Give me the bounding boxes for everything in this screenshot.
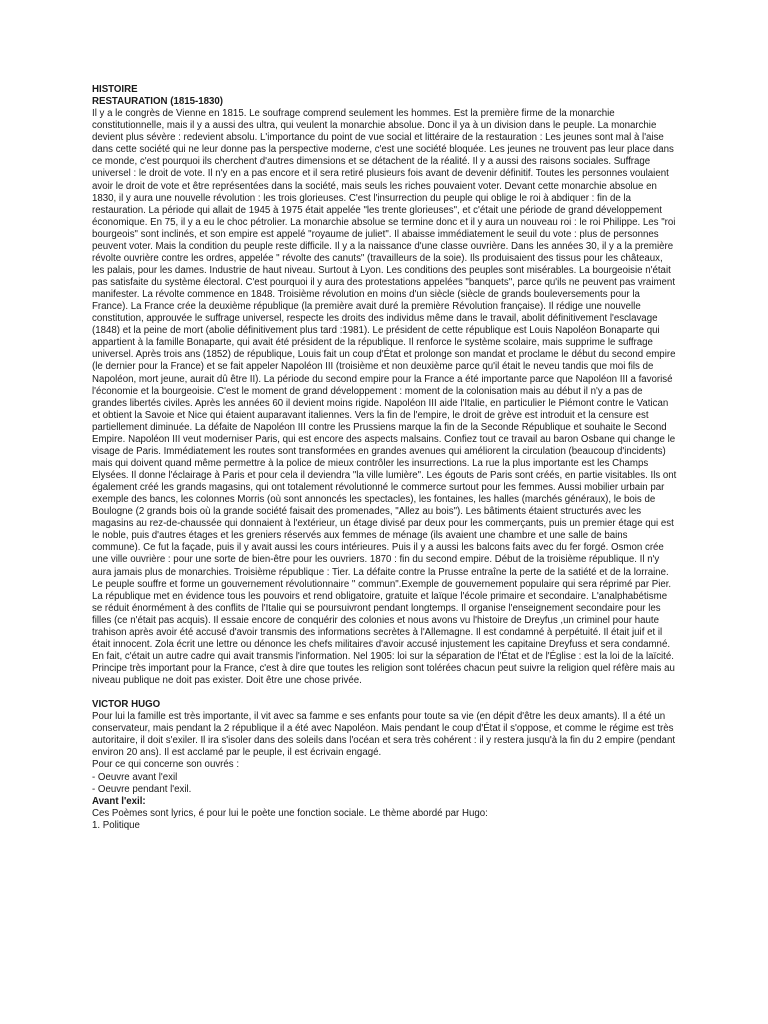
document-title: HISTOIRE <box>92 84 138 95</box>
works-intro: Pour ce qui concerne son ouvrés : <box>92 759 240 771</box>
paragraph-restauration: Il y a le congrès de Vienne en 1815. Le soufrage comprend seulement les hommes. Est la première firme de la monarchie constitutionnelle, mais il y a aussi des ultra, qui veulent la monarchie absolue. Donc il ya à un division dans le peuple. La monarchie devient plus sévère : redevient absolu. L'importance du point de vue social et littéraire de la restauration : Les jeunes sont mal à l'aise dans cette société qui ne leur donne pas la perspective moderne, c'est une société bloquée. Les jeunes ne trouvent pas leur place dans ce monde, c'est pourquoi ils cherchent d'autres dimensions et se détachent de la réalité. Il y a aussi des raisons sociales. Suffrage universel : le droit de vote. Il n'y en a pas encore et il sera retiré plusieurs fois avant de devenir définitif. Toutes les personnes voulaient avoir le droit de vote et être représentées dans la société, mais seuls les riches pouvaient voter. Devant cette monarchie absolue en 1830, il y aura une nouvelle révolution : les trois glorieuses. C'est l'insurrection du peuple qui oblige le roi à abdiquer : fin de la restauration. La période qui allait de 1945 à 1975 était appelée "les trente glorieuses", et c'était une période de grand développement économique. En 75, il y a eu le choc pétrolier. La monarchie absolue se termine donc et il y aura un nouveau roi : le roi Philippe. Les "roi bourgeois" sont inclinés, et son empire est appelé "royaume de juliet". Il abaisse immédiatement le seuil du vote : plus de personnes peuvent voter. Mais la condition du peuple reste difficile. Il y a la naissance d'une classe ouvrière. Dans les années 30, il y a la première révolte ouvrière contre les ordres, appelée " révolte des canuts" (travailleurs de la soie). Ils produisaient des tissus pour les châteaux, les palais, pour les dames. Industrie de haut niveau. Surtout à Lyon. Les conditions des peuples sont misérables. La bourgeoisie n'était pas satisfaite du système électoral. C'est pourquoi il y aura des protestations appelées "banquets", parce qu'ils ne peuvent pas vraiment manifester. La révolte commence en 1848. Troisième révolution en moins d'un siècle (siècle de grands bouleversements pour la France). La France crée la deuxième république (la première avait duré la première Révolution française). Il rédige une nouvelle constitution, approuvée le suffrage universel, respecte les droits des individus même dans le travail, abolit définitivement l'esclavage (1848) et la peine de mort (abolie définitivement plus tard :1981). Le président de cette république est Louis Napoléon Bonaparte qui appartient à la famille Bonaparte, qui avait été président de la république. Il renforce le système scolaire, mais supprime le suffrage universel. Après trois ans (1852) de république, Louis fait un coup d'État et prolonge son mandat et proclame le début du second empire (le dernier pour la France) et se fait appeler Napoléon III (troisième et non deuxième parce qu'il était le neveu tandis que moi fils de Napoléon, mort jeune, aurait dû être II). La période du second empire pour la France a été importante parce que Napoléon III a favorisé l'économie et la bourgeoisie. C'est le moment de grand développement : moment de la colonisation mais au début il n'y a pas de grandes libertés civiles. Après les années 60 il devient moins rigide. Napoléon III aide l'Italie, en particulier le Piémont contre le Vatican et obtient la Savoie et Nice qui étaient auparavant italiennes. Vers la fin de l'empire, le droit de grève est introduit et la censure est partiellement diminuée. La défaite de Napoléon III contre les Prussiens marque la fin de la Seconde République et souhaite le Second Empire. Napoléon III veut moderniser Paris, qui est encore des aspects malsains. Confiez tout ce travail au baron Osbane qui change le visage de Paris. Immédiatement les routes sont transformées en grandes avenues qui améliorent la circulation (beaucoup d'incidents) mais qui doivent quand même permettre à la police de mieux contrôler les insurrections. La rue la plus importante est les Champs Elysées. Il donne l'éclairage à Paris et pour cela il deviendra "la ville lumière". Les égouts de Paris sont créés, en partie visitables. Ils ont également créé les grands magasins, qui ont totalement révolutionné le commerce surtout pour les femmes. Aussi mobilier urbain par exemple des bancs, les colonnes Morris (où sont annoncés les spectacles), les fontaines, les halles (marchés généraux), le bois de Boulogne (2 grands bois où la grande société faisait des promenades, "Allez au bois"). Les bâtiments étaient structurés avec les magasins au rez-de-chaussée qui donnaient à l'extérieur, un étage divisé par deux pour les commerçants, puis un premier étage qui est le noble, puis d'autres étages et les greniers réservés aux femmes de ménage (ils avaient une chambre et une salle de bains commune). Ce fut la façade, puis il y avait aussi les cours intérieures. Puis il y a aussi les balcons faits avec du fer forgé. Osmon crée une ville ouvrière : pour une sorte de bien-être pour les ouvriers. 1870 : fin du second empire. Début de la troisième république. Il n'y aura jamais plus de monarchies. Troisième république : Tier. La défaite contre la Prusse entraîne la perte de la satiété et de la lorraine. Le peuple souffre et forme un gouvernement révolutionnaire " commun".Exemple de gouvernement populaire qui sera réprimé par Pier. La république met en évidence tous les pouvoirs et rend obligatoire, gratuite et laïque l'école primaire et secondaire. L'analphabétisme se réduit énormément à des conflits de l'Italie qui se poursuivront pendant longtemps. Il organise l'enseignement secondaire pour les filles (ce n'était pas acquis). Il essaie encore de conquérir des colonies et nous avons vu l'histoire de Dreyfus ,un criminel pour haute trahison après avoir été accusé d'avoir transmis des informations secrètes à l'Allemagne. Il est condamné à perpétuité. Il était juif et il était innocent. Zola écrit une lettre ou dénonce les chefs militaires d'avoir accusé injustement les capitaine Dreyfuss et sera condamné. En fait, c'était un autre cadre qui avait transmis l'information. Nel 1905: loi sur la séparation de l'État et de l'Église : est la loi de la laïcité. Principe très important pour la France, c'est à dire que toutes les religion sont tolérées chacun peut suivre la religion quel réfère mais au niveau publique ne doit pas exister. Doit être une chose privée. <box>92 108 677 687</box>
list-item: - Oeuvre pendant l'exil. <box>92 783 192 795</box>
numbered-item: 1. Politique <box>92 819 140 831</box>
list-item: - Oeuvre avant l'exil <box>92 771 178 783</box>
document-page <box>92 84 677 832</box>
paragraph-avant-exil: Ces Poèmes sont lyrics, é pour lui le poète une fonction sociale. Le thème abordé par Hugo: <box>92 807 488 819</box>
spacer <box>92 687 677 699</box>
subheading-avant-exil: Avant l'exil: <box>92 795 146 807</box>
section-heading-victor-hugo: VICTOR HUGO <box>92 699 161 711</box>
section-heading-restauration: RESTAURATION (1815-1830) <box>92 96 223 108</box>
paragraph-victor-hugo: Pour lui la famille est très importante, il vit avec sa famme e ses enfants pour toute sa vie (en dépit d'être les deux amants). Il a été un conservateur, mais pendant la 2 république il a été avec Napoléon. Mais pendant le coup d'État il s'oppose, et comme le régime est très autoritaire, il doit s'exiler. Il ira s'isoler dans des soleils dans l'océan et sera très cohérent : il y restera jusqu'à la fin du 2 empire (pendant environ 20 ans). Il est acclamé par le peuple, il est écrivain engagé. <box>92 711 676 759</box>
